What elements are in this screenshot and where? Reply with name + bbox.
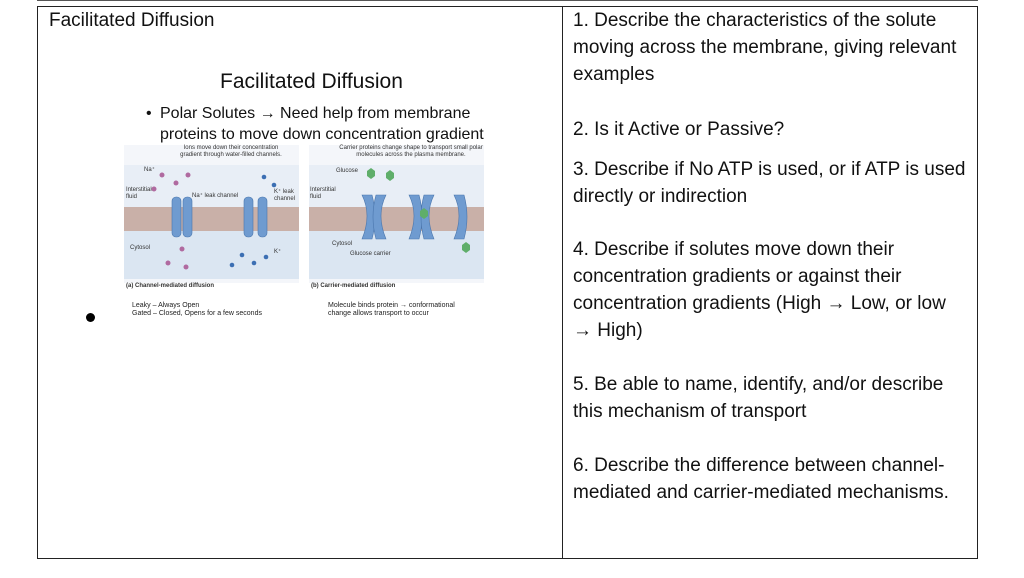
bullet-icon: •: [146, 105, 152, 122]
note-carrier-2: change allows transport to occur: [328, 310, 429, 317]
caption-top-left: Ions move down their concentration gradient through water-filled channels.: [180, 145, 282, 158]
caption-top-right: Carrier proteins change shape to transport small polar molecules across the plasma membrane.: [339, 145, 483, 158]
bullet-line-2: proteins to move down concentration gradient: [160, 126, 484, 143]
label-glucose-carrier: Glucose carrier: [350, 251, 391, 257]
column-divider: [562, 6, 563, 559]
caption-a: (a) Channel-mediated diffusion: [126, 283, 215, 289]
membrane-diagram-graphic: [124, 145, 484, 290]
note-gated: Gated – Closed, Opens for a few seconds: [132, 310, 262, 317]
label-interstitial-right: Interstitial fluid: [310, 187, 336, 200]
top-rule: [37, 0, 978, 1]
caption-b: (b) Carrier-mediated diffusion: [311, 283, 396, 289]
panel-a-cytosol: [124, 231, 299, 279]
row-title: Facilitated Diffusion: [49, 10, 215, 31]
slide-bullet: [146, 103, 546, 145]
question-4: 4. Describe if solutes move down their concentration gradients or against their concentration gradients (High → Low, or low → High): [573, 239, 946, 341]
question-2: 2. Is it Active or Passive?: [573, 119, 785, 140]
note-carrier-1: Molecule binds protein → conformational: [328, 302, 455, 309]
slide-title: Facilitated Diffusion: [220, 70, 403, 93]
label-cytosol-right: Cytosol: [332, 241, 353, 247]
question-1: 1. Describe the characteristics of the solute moving across the membrane, giving relevant examples: [573, 10, 957, 85]
label-k: K⁺: [274, 249, 282, 255]
question-5: 5. Be able to name, identify, and/or describe this mechanism of transport: [573, 374, 944, 422]
note-leaky: Leaky – Always Open: [132, 302, 200, 309]
label-k-channel: K⁺ leak channel: [274, 189, 296, 202]
label-na: Na⁺: [144, 167, 155, 173]
question-3: 3. Describe if No ATP is used, or if ATP is used directly or indirection: [573, 159, 966, 207]
label-interstitial-left: Interstitial fluid: [126, 187, 152, 200]
bullet-dot-icon: [86, 313, 95, 322]
label-na-channel: Na⁺ leak channel: [192, 193, 239, 199]
question-6: 6. Describe the difference between channel-mediated and carrier-mediated mechanisms.: [573, 455, 949, 503]
membrane-diagram: [124, 145, 484, 290]
label-glucose: Glucose: [336, 168, 359, 174]
bullet-line-1: Polar Solutes → Need help from membrane: [160, 105, 471, 122]
panel-a-membrane: [124, 207, 299, 231]
label-cytosol-left: Cytosol: [130, 245, 151, 251]
